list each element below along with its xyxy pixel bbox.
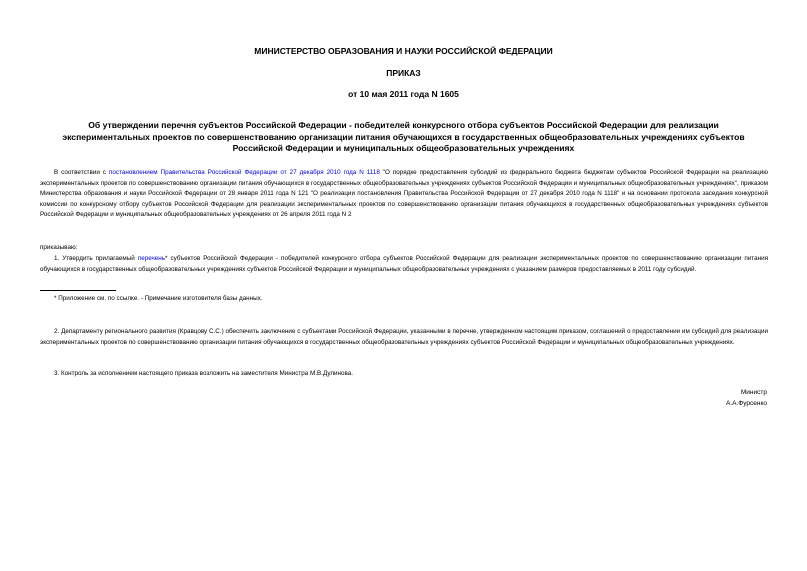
doc-type-heading: ПРИКАЗ — [386, 68, 421, 78]
item-1-text-2: * субъектов Российской Федерации - победителей конкурсного отбора субъектов Российской Федерации для реализации экспериментальных проектов по совершенствованию организации питания обучающихся в государственных общеобразовательных учреждениях субъектов Российской Федерации и муниципальных общеобразовательных учреждениях с указанием размеров предоставляемых в 2011 году субсидий. — [40, 255, 769, 273]
footnote: * Приложение см. по ссылке. - Примечание изготовителя базы данных. — [54, 295, 263, 302]
government-decree-link[interactable]: постановлением Правительства Российской Федерации от 27 декабря 2010 года N 1118 — [109, 169, 380, 176]
footnote-separator — [40, 290, 116, 291]
item-1-paragraph — [40, 254, 768, 275]
ministry-heading: МИНИСТЕРСТВО ОБРАЗОВАНИЯ И НАУКИ РОССИЙСКОЙ ФЕДЕРАЦИИ — [254, 46, 553, 56]
list-link[interactable]: перечень — [137, 255, 166, 262]
item-3-paragraph: 3. Контроль за исполнением настоящего приказа возложить на заместителя Министра М.В.Дулинова. — [54, 370, 354, 377]
preamble-text-2: "О порядке предоставления субсидий из федерального бюджета бюджетам субъектов Российской Федерации на реализацию экспериментальных проектов по совершенствованию организации питания обучающихся в государственных общеобразовательных учреждениях субъектов Российской Федерации и муниципальных общеобразовательных учреждениях", приказом Министерства образования и науки Российской Федерации от 28 января 2011 года N 121 "О реализации постановления Правительства Российской Федерации от 27 декабря 2010 года N 1118" и на основании протокола заседания конкурсной комиссии по конкурсному отбору субъектов Российской Федерации для реализации экспериментальных проектов по совершенствованию организации питания обучающихся в государственных общеобразовательных учреждениях субъектов Российской Федерации и муниципальных общеобразовательных учреждениях от 26 апреля 2011 года N 2 — [40, 169, 769, 219]
preamble-paragraph — [40, 168, 768, 221]
preamble-text-1: В соответствии с — [54, 169, 110, 176]
item-2-paragraph: 2. Департаменту регионального развития (Кравцову С.С.) обеспечить заключение с субъектами Российской Федерации, указанными в перечне, утвержденном настоящим приказом, соглашений о предоставлении им субсидий для реализации экспериментальных проектов по совершенствованию организации питания обучающихся в государственных общеобразовательных учреждениях субъектов Российской Федерации и муниципальных общеобразовательных учреждениях. — [40, 328, 768, 346]
item-1-text-1: 1. Утвердить прилагаемый — [54, 255, 138, 262]
signature-position: Министр — [740, 389, 767, 396]
signature-name: А.А.Фурсенко — [725, 400, 767, 407]
date-number-heading: от 10 мая 2011 года N 1605 — [348, 89, 459, 99]
order-word: приказываю: — [40, 244, 78, 251]
document-title: Об утверждении перечня субъектов Российской Федерации - победителей конкурсного отбора субъектов Российской Федерации для реализации экспериментальных проектов по совершенствованию организации питания обучающихся в государственных общеобразовательных учреждениях субъектов Российской Федерации и муниципальных общеобразовательных учреждениях — [62, 120, 745, 154]
